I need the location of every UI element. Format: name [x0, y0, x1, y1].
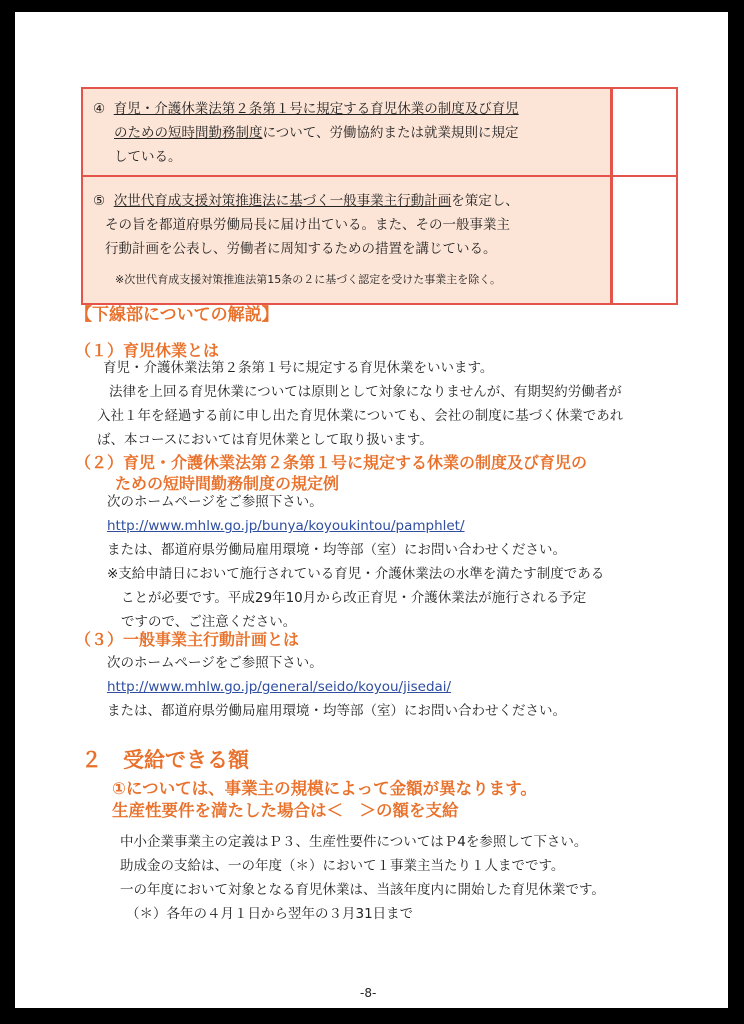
text-line: または、都道府県労働局雇用環境・均等部（室）にお問い合わせください。	[107, 542, 566, 558]
text-line: 入社１年を経過する前に申し出た育児休業についても、会社の制度に基づく休業であれ	[97, 408, 624, 424]
text-line: または、都道府県労働局雇用環境・均等部（室）にお問い合わせください。	[107, 703, 566, 719]
heading-line: 生産性要件を満たした場合は＜ ＞の額を支給	[112, 801, 459, 820]
table-row	[81, 87, 612, 177]
table-row	[81, 175, 612, 305]
section-heading	[75, 452, 587, 494]
text-line: 法律を上回る育児休業については原則として対象になりませんが、有期契約労働者が	[109, 384, 622, 400]
paragraph	[97, 356, 624, 452]
text-line: 一の年度において対象となる育児休業は、当該年度内に開始した育児休業です。	[120, 882, 605, 898]
heading-line: ための短時間勤務制度の規定例	[115, 474, 340, 493]
page-number: -8-	[360, 986, 377, 1000]
text-line: ば、本コースにおいては育児休業として取り扱います。	[97, 432, 433, 448]
item-number: ④	[93, 101, 106, 117]
document-page	[15, 12, 728, 1008]
section-heading: （１）育児休業とは	[75, 341, 220, 360]
text-line: 次のホームページをご参照下さい。	[107, 655, 323, 671]
homepage-link[interactable]: http://www.mhlw.go.jp/general/seido/koyou/jisedai/	[107, 679, 452, 695]
item-text: その旨を都道府県労働局長に届け出ている。また、その一般事業主	[105, 217, 510, 233]
heading-line: ①については、事業主の規模によって金額が異なります。	[112, 779, 537, 798]
item-number: ⑤	[93, 193, 106, 209]
section-heading: （３）一般事業主行動計画とは	[75, 630, 300, 649]
item-text: している。	[114, 149, 182, 165]
text-line: 中小企業事業主の定義はＰ３、生産性要件についてはＰ4を参照して下さい。	[120, 834, 588, 850]
explanation-title: 【下線部についての解説】	[75, 305, 279, 325]
check-cell[interactable]	[611, 175, 678, 305]
heading-line: （２）育児・介護休業法第２条第１号に規定する休業の制度及び育児の	[75, 453, 588, 472]
note-line: ことが必要です。平成29年10月から改正育児・介護休業法が施行される予定	[121, 590, 587, 606]
item-text: について、労働協約または就業規則に規定	[262, 125, 519, 141]
item-text: 行動計画を公表し、労働者に周知するための措置を講じている。	[105, 241, 497, 257]
item-text: 育児・介護休業法第２条第１号に規定する育児休業の制度及び育児	[113, 101, 519, 117]
item-text-underlined: 次世代育成支援対策推進法に基づく一般事業主行動計画	[113, 193, 452, 209]
homepage-link[interactable]: http://www.mhlw.go.jp/bunya/koyoukintou/pamphlet/	[107, 518, 465, 534]
note-line: ※支給申請日において施行されている育児・介護休業法の水準を満たす制度である	[107, 566, 605, 582]
text-line: （＊）各年の４月１日から翌年の３月31日まで	[126, 906, 414, 922]
text-line: 育児・介護休業法第２条第１号に規定する育児休業をいいます。	[103, 360, 494, 376]
paragraph	[107, 651, 566, 723]
text-line: 助成金の支給は、一の年度（＊）において１事業主当たり１人までです。	[120, 858, 565, 874]
check-cell[interactable]	[611, 87, 678, 177]
section-title: ２ 受給できる額	[81, 748, 249, 772]
text-line: 次のホームページをご参照下さい。	[107, 494, 323, 510]
item-text-underlined: のための短時間勤務制度	[114, 125, 263, 141]
note-line: ですので、ご注意ください。	[121, 614, 297, 630]
item-note: ※次世代育成支援対策推進法第15条の２に基づく認定を受けた事業主を除く。	[115, 273, 501, 286]
paragraph	[107, 490, 604, 634]
paragraph	[120, 830, 605, 926]
section-subheading	[112, 778, 537, 822]
item-text: を策定し、	[451, 193, 519, 209]
